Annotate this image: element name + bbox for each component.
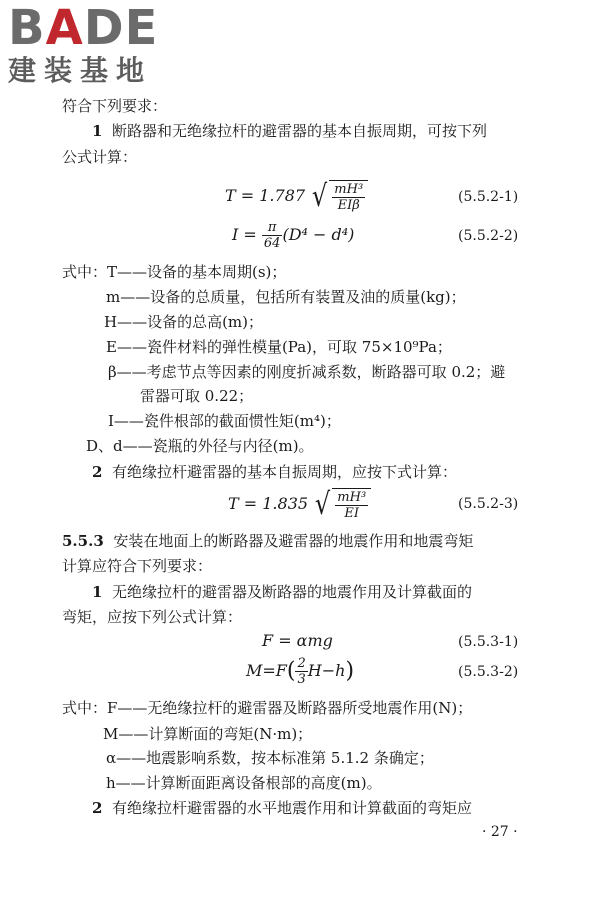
bade-logo	[8, 0, 178, 96]
paragraph-4: 2 有绝缘拉杆避雷器的水平地震作用和计算截面的弯矩应	[92, 799, 472, 817]
equation-5-5-2-3: T = 1.835 √ $\frac{\text{mH³}}{EI}$	[228, 488, 371, 521]
equation-number: (5.5.2-1)	[458, 189, 519, 205]
text-line: 计算应符合下列要求：	[62, 557, 213, 575]
paragraph-1: 1 断路器和无绝缘拉杆的避雷器的基本自振周期，可按下列	[92, 122, 487, 140]
text-line: 弯矩，应按下列公式计算：	[62, 608, 243, 626]
paragraph-3: 1 无绝缘拉杆的避雷器及断路器的地震作用及计算截面的	[92, 583, 472, 601]
equation-number: (5.5.2-3)	[458, 496, 519, 512]
page-number: · 27 ·	[482, 824, 518, 840]
definition-line: E——瓷件材料的弹性模量(Pa)，可取 75×10⁹Pa；	[106, 338, 452, 356]
equation-number: (5.5.3-1)	[458, 634, 519, 650]
text-line: 符合下列要求：	[62, 97, 168, 115]
definition-line: I——瓷件根部的截面惯性矩(m⁴)；	[108, 412, 341, 430]
definition-line: H——设备的总高(m)；	[104, 313, 264, 331]
logo-wordmark: BADE	[8, 0, 159, 56]
equation-5-5-2-2: I = $\frac{\pi}{64}$ (D⁴ − d⁴)	[232, 220, 355, 251]
equation-5-5-3-1: F = αmg	[262, 631, 333, 650]
definition-line: 式中：F——无绝缘拉杆的避雷器及断路器所受地震作用(N)；	[62, 699, 473, 717]
paragraph-2: 2 有绝缘拉杆避雷器的基本自振周期，应按下式计算：	[92, 463, 457, 481]
definition-line: h——计算断面距离设备根部的高度(m)。	[106, 774, 382, 792]
definition-line: α——地震影响系数，按本标准第 5.1.2 条确定；	[106, 749, 434, 767]
definition-line: M——计算断面的弯矩(N·m)；	[103, 725, 313, 743]
logo-subtitle: 建装基地	[8, 54, 153, 87]
section-5-5-3: 5.5.3 安装在地面上的断路器及避雷器的地震作用和地震弯矩	[62, 532, 474, 550]
definition-line: 雷器可取 0.22；	[140, 387, 254, 405]
text-line: 公式计算：	[62, 148, 138, 166]
equation-number: (5.5.3-2)	[458, 664, 519, 680]
equation-number: (5.5.2-2)	[458, 228, 519, 244]
equation-5-5-2-1: T = 1.787 √ $\frac{\text{mH³}}{\text{EIβ}}$	[225, 180, 368, 213]
definition-line: D、d——瓷瓶的外径与内径(m)。	[86, 437, 314, 455]
definition-line: m——设备的总质量，包括所有装置及油的质量(kg)；	[106, 288, 466, 306]
definition-line: 式中：T——设备的基本周期(s)；	[62, 263, 287, 281]
definition-line: β——考虑节点等因素的刚度折减系数，断路器可取 0.2；避	[108, 363, 506, 381]
equation-5-5-3-2: M=F( $\frac{2}{3}$ H−h)	[246, 656, 355, 687]
